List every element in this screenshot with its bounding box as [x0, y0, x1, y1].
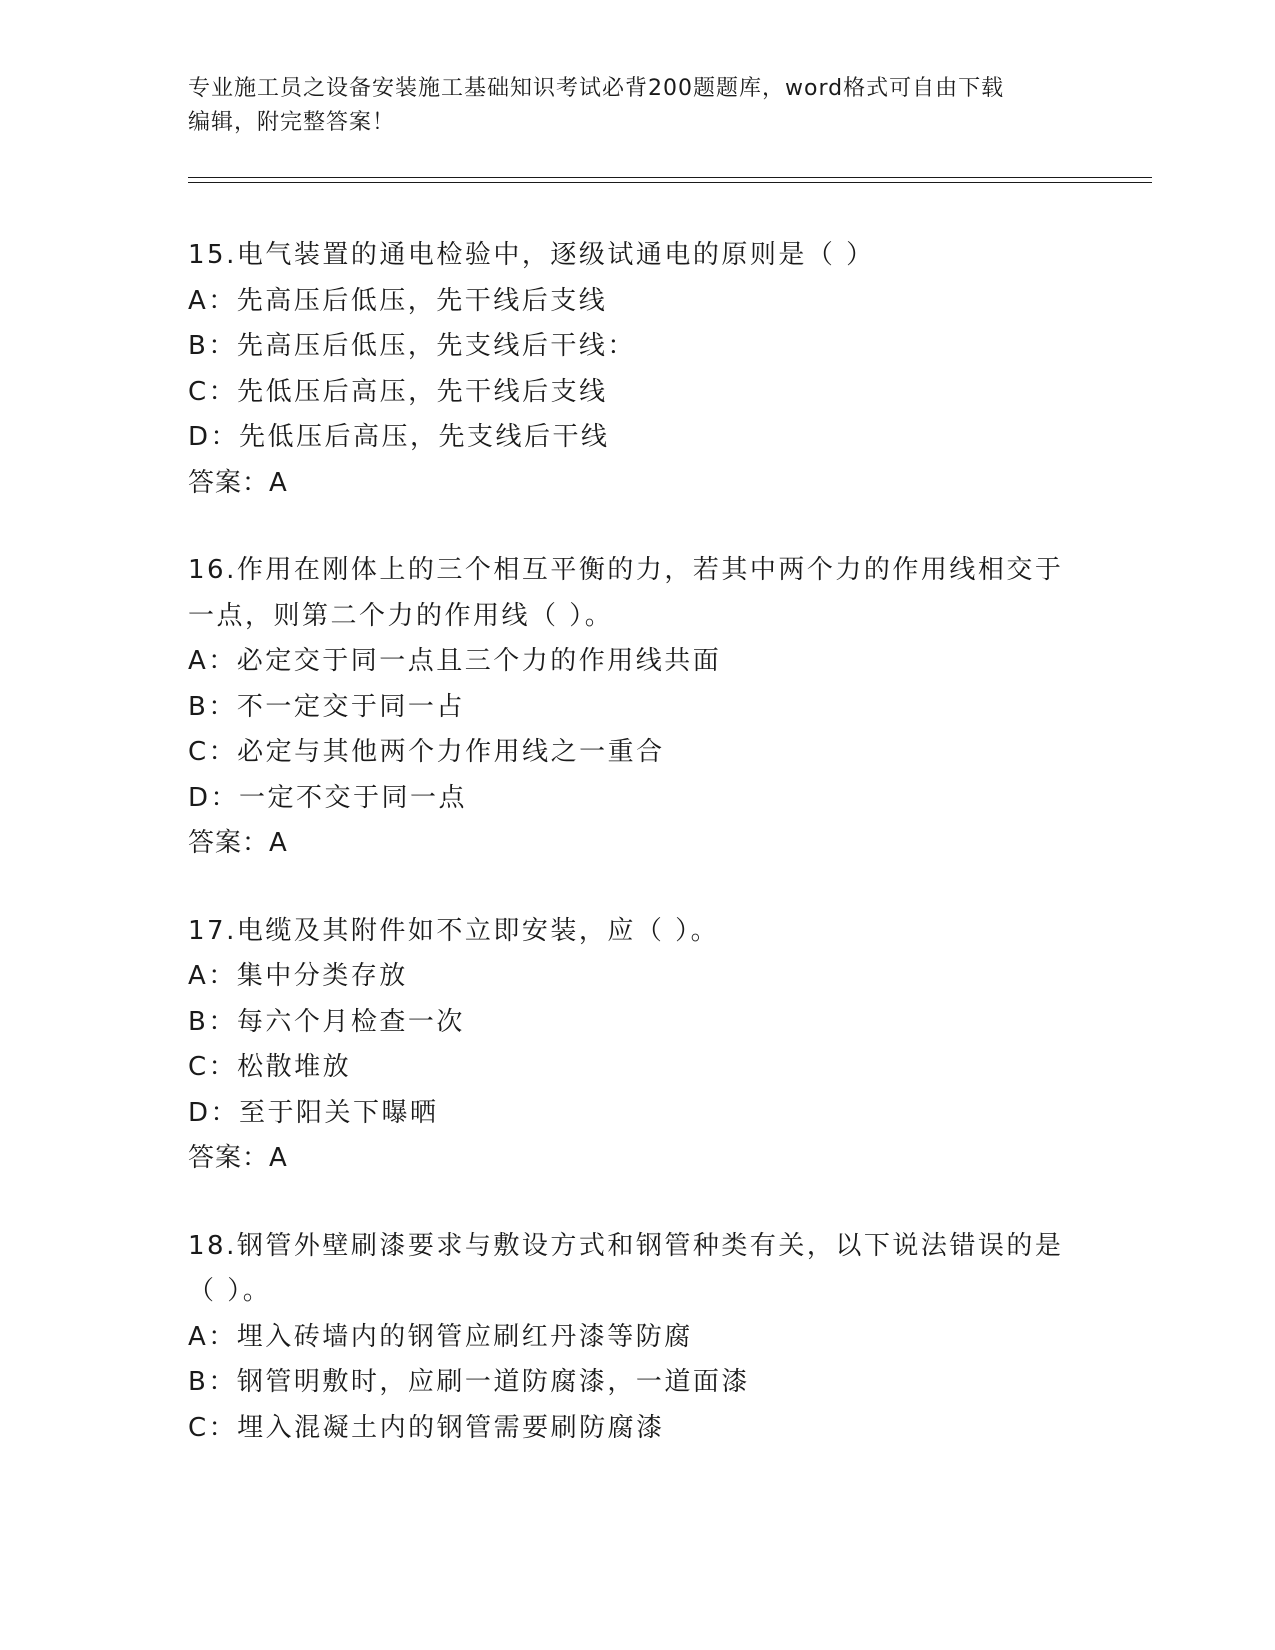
option-b: B：先高压后低压，先支线后干线： — [188, 331, 636, 361]
question-16 — [188, 548, 1088, 867]
question-stem: 15.电气装置的通电检验中，逐级试通电的原则是（ ） — [188, 240, 875, 270]
option-a: A：埋入砖墙内的钢管应刷红丹漆等防腐 — [188, 1321, 693, 1352]
option-a: A：先高压后低压，先干线后支线 — [188, 285, 608, 316]
question-stem: 18.钢管外壁刷漆要求与敷设方式和钢管种类有关，以下说法错误的是（ ）。 — [188, 1230, 1064, 1306]
question-stem: 17.电缆及其附件如不立即安装，应（ ）。 — [188, 915, 720, 946]
option-c: C：先低压后高压，先干线后支线 — [188, 376, 608, 407]
header-divider-top — [188, 177, 1152, 178]
option-b: B：钢管明敷时，应刷一道防腐漆，一道面漆 — [188, 1367, 750, 1397]
option-b: B：每六个月检查一次 — [188, 1006, 465, 1037]
question-15 — [188, 233, 1088, 506]
option-d: D：至于阳关下曝晒 — [188, 1097, 439, 1128]
header-line-2: 编辑，附完整答案！ — [188, 110, 396, 135]
option-b: B：不一定交于同一占 — [188, 691, 465, 722]
answer: 答案：A — [188, 828, 288, 858]
document-header — [188, 72, 1088, 140]
header-divider-bottom — [188, 182, 1152, 183]
question-17 — [188, 909, 1088, 1182]
option-d: D：先低压后高压，先支线后干线 — [188, 422, 610, 452]
option-c: C：必定与其他两个力作用线之一重合 — [188, 737, 665, 767]
answer: 答案：A — [188, 1143, 288, 1173]
answer: 答案：A — [188, 467, 288, 498]
header-line-1: 专业施工员之设备安装施工基础知识考试必背200题题库，word格式可自由下载 — [188, 76, 1005, 101]
option-c: C：埋入混凝土内的钢管需要刷防腐漆 — [188, 1412, 665, 1443]
option-d: D：一定不交于同一点 — [188, 782, 468, 813]
question-list — [188, 233, 1088, 1493]
option-a: A：集中分类存放 — [188, 961, 408, 991]
option-a: A：必定交于同一点且三个力的作用线共面 — [188, 646, 722, 676]
question-18 — [188, 1224, 1088, 1452]
option-c: C：松散堆放 — [188, 1052, 352, 1082]
question-stem: 16.作用在刚体上的三个相互平衡的力，若其中两个力的作用线相交于一点，则第二个力的作用线（ ）。 — [188, 555, 1064, 631]
